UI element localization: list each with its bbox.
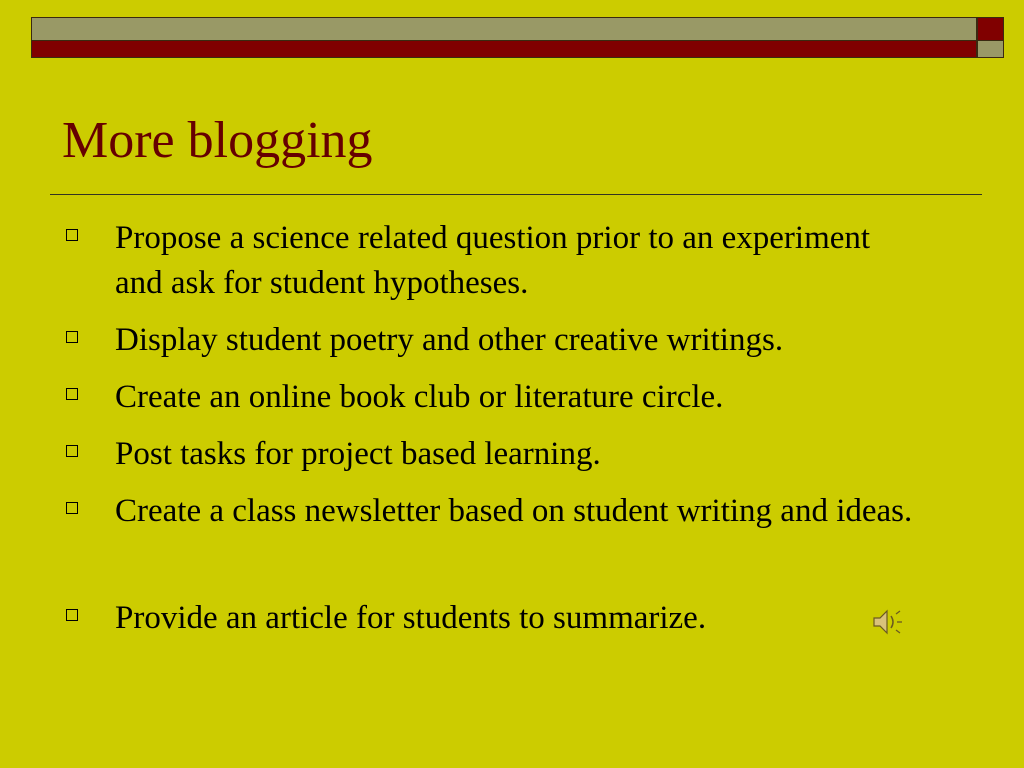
hollow-square-bullet-icon: [66, 331, 78, 343]
bullet-text: Provide an article for students to summarize.: [115, 600, 707, 636]
speaker-icon[interactable]: [870, 605, 904, 639]
hollow-square-bullet-icon: [66, 445, 78, 457]
hollow-square-bullet-icon: [66, 609, 78, 621]
slide-title: More blogging: [62, 112, 373, 169]
hollow-square-bullet-icon: [66, 229, 78, 241]
header-corner-red: [977, 17, 1004, 41]
hollow-square-bullet-icon: [66, 388, 78, 400]
bullet-text: Post tasks for project based learning.: [115, 436, 601, 472]
header-corner-olive: [977, 41, 1004, 58]
header-bar-olive: [31, 17, 977, 41]
hollow-square-bullet-icon: [66, 502, 78, 514]
header-bar-red: [31, 41, 977, 58]
bullet-text: Create an online book club or literature circle.: [115, 379, 724, 415]
bullet-text: Create a class newsletter based on student writing and ideas.: [115, 493, 913, 529]
bullet-text: Display student poetry and other creative writings.: [115, 322, 784, 358]
bullet-text: Propose a science related question prior to an experiment and ask for student hypotheses.: [115, 220, 871, 301]
title-divider: [50, 194, 982, 195]
